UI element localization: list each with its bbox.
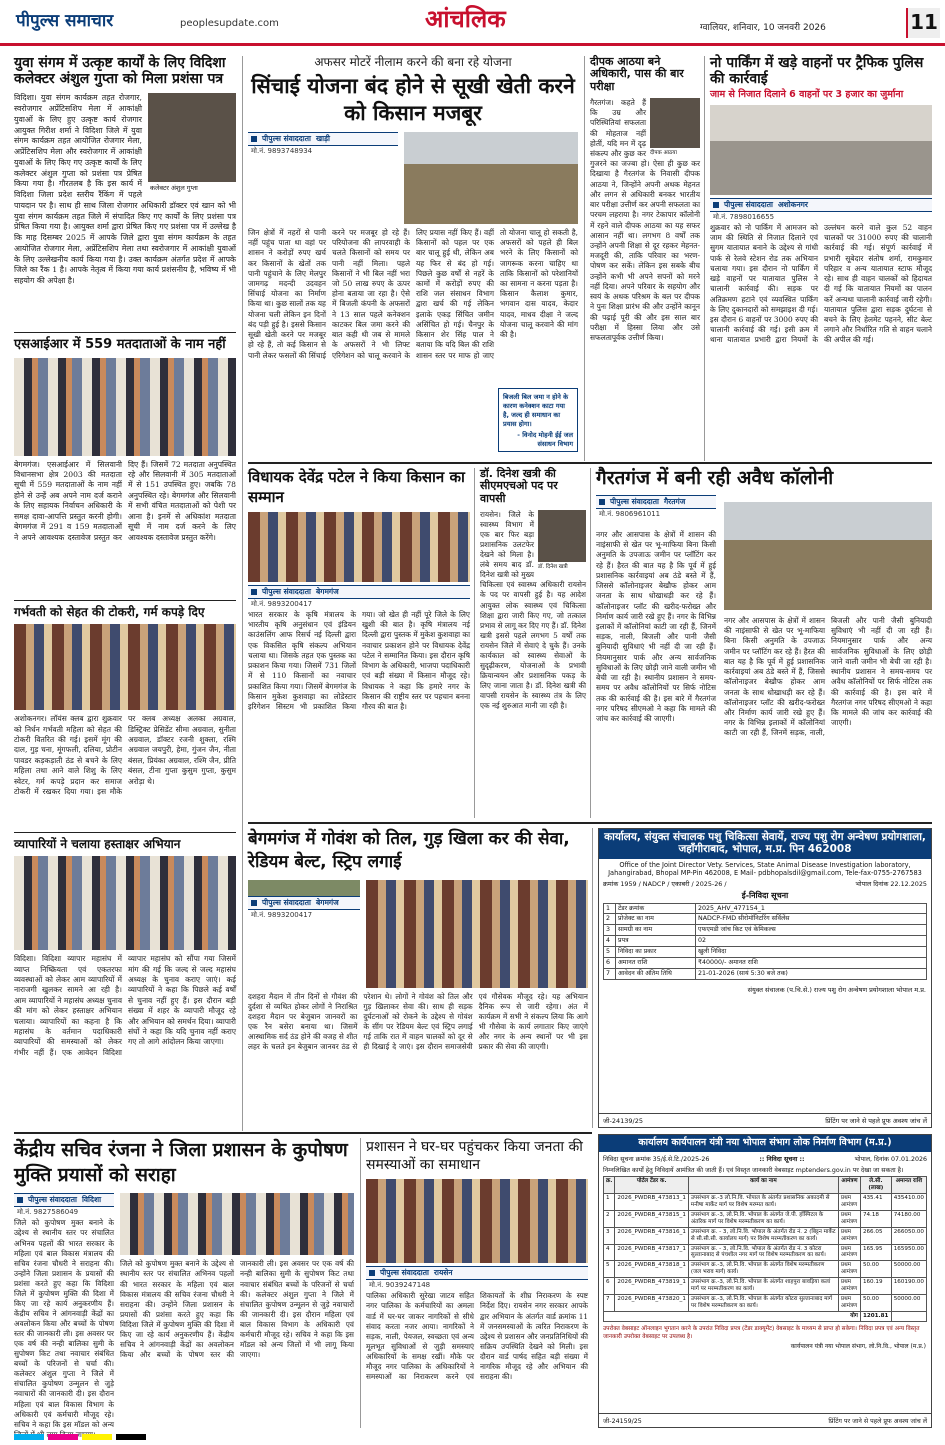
- ad-row: [604, 1261, 927, 1278]
- column-rule: [242, 56, 243, 1131]
- byline: [366, 1266, 588, 1280]
- ad-note: उपरोक्त वेबसाइट ऑनलाइन भुगतान करने के उपरांत निविदा प्रपत्र (टेंडर डाक्यूमेंट) वेबसाइट के माध्यम से प्राप्त हो सकेगा। निविदा प्रपत्र एवं अन्य विस्तृत जानकारी उपरोक्त वेबसाइट पर उपलब्ध है।: [603, 1326, 920, 1341]
- divider: [14, 832, 236, 833]
- ad-signature: कार्यपालन यंत्री नया भोपाल संभाग, लो.नि.वि., भोपाल (म.प्र.): [790, 1343, 926, 1351]
- ad-cell: उपसंभाग क्र.-3, लो.नि.वि. भोपाल के अंतर्गत विशेष मरम्मतीकरण (जल भराव मार्ग) कार्य।: [688, 1261, 838, 1278]
- ad-notice: :: निविदा सूचना ::: [759, 1155, 805, 1163]
- headline: गैरतगंज में बनी रही अवैध कॉलोनी: [596, 467, 834, 489]
- bullet-icon: [17, 1197, 23, 1203]
- story-traffic-police: [710, 56, 932, 461]
- ad-cell: एफएमडी जांच किट एवं केमिकल्स: [696, 925, 927, 936]
- ad-cell: 6: [604, 1278, 615, 1295]
- ad-header-cell: आमंत्रण: [838, 1176, 860, 1193]
- ad-cell: 266.05: [860, 1227, 891, 1244]
- reporter-mobile: मो.नं. 9039247148: [369, 1281, 431, 1290]
- magenta-mark: [48, 1434, 78, 1440]
- ad-notice: ई-निविदा सूचना: [741, 890, 789, 900]
- byline-place: अशोकनगर: [777, 199, 808, 209]
- ad-date: भोपाल दिनांक 22.12.2025: [855, 879, 927, 888]
- traders-photo: [14, 856, 236, 950]
- ad-cell: 4: [604, 1244, 615, 1261]
- story-irrigation: [248, 56, 578, 452]
- byline-place: रायसेन: [433, 1268, 453, 1278]
- ad-cell: सामग्री का नाम: [616, 925, 696, 936]
- story-body: विदिशा। युवा संगम कार्यक्रम तहत रोजगार, स्वरोजगार अप्रेंटिसशिप मेला में आकांक्षी युवाओं के लिए हुए उत्कृष्ट कार्य रोजगार आयुक्त गिरीश शर्मा ने विदिशा जिले में युवा संगम कार्यक्रम तहत आयोजित रोजगार मेला, अप्रेंटिसशिप मेला और स्वरोजगार में आकांक्षी युवाओं के लिए किए गए उत्कृष्ट कार्यों के लिए कलेक्टर अंशुल गुप्ता को प्रशंसा पत्र प्रेषित किया गया है। गौरतलब है कि इस कार्य में विदिशा जिला प्रदेश स्तरीय रैंकिंग में पहले पायदान पर है। साथ ही साथ जिला रोजगार अधिकारी डॉक्टर एवं खान को भी युवा संगम कार्यक्रम तहत जिले में संपादित किए गए कार्यों के लिए प्रशंसा पत्र प्रेषित किया गया है। आयुक्त शर्मा द्वारा प्रेषित किए गए प्रशंसा पत्र में उल्लेख है कि माह दिसम्बर 2025 में आपके जिले द्वारा युवा संगम कार्यक्रम के तहत आयोजित रोजगार मेला, अप्रेंटिसशिप मेला तथा स्वरोजगार में आकांक्षी युवाओं के लिए उल्लेखनीय कार्य किया गया है। उक्त कार्यक्रम अंतर्गत प्रदेश में आपके जिले का रैंक 1 है। आपके नेतृत्व में किया गया कार्य प्रशंसनीय है, भविष्य में भी सहयोग की अपेक्षा है।: [14, 93, 236, 286]
- ad-table: [603, 1176, 927, 1323]
- story-body-continued: जिले को कुपोषण मुक्त बनाने के उद्देश्य से स्थानीय स्तर पर संचालित अभिनव पहलों की भारत सरकार के महिला एवं बाल विकास मंत्रालय की सचिव रंजना चौधरी ने सराहना की। उन्होंने जिला प्रशासन के प्रयासों की प्रशंसा करते हुए कहा कि विदिशा जिले में कुपोषण मुक्ति की दिशा में किए जा रहे कार्य अनुकरणीय हैं। केंद्रीय सचिव ने आंगनवाड़ी केंद्रों का अवलोकन किया और बच्चों के पोषण स्तर की जानकारी ली। इस अवसर पर एक वर्ष की नन्ही बालिका सुमी के सुपोषण किट तथा नवाचार संबंधित बच्चों के परिजनों से चर्चा की। कलेक्टर अंशुल गुप्ता ने जिले में संचालित कुपोषण उन्मूलन से जुड़े नवाचारों की जानकारी दी। इस दौरान महिला एवं बाल विकास विभाग के अधिकारी एवं कर्मचारी मौजूद रहे। सचिव ने कहा कि इस मॉडल को अन्य जिलों में भी लागू किया जाएगा।: [120, 1259, 354, 1359]
- story-body: अशोकनगर। लॉयंस क्लब द्वारा शुक्रवार को निर्धन गर्भवती महिला को सेहत की टोकरी वितरित की गई। इसमें मूंग की दाल, गुड़ चना, मूंगफली, दलिया, प्रोटीन पावडर कड़कड़ाती ठंड से बचने के लिए महिला तथा आने वाले शिशु के लिए स्वेटर, गर्म कपड़े प्रदान कर समाज टोकरी में रखकर दिया गया। इस मौके पर क्लब अध्यक्ष अलका अग्रवाल, डिस्ट्रिक्ट प्रेसिडेंट सीमा अग्रवाल, सुनीता अग्रवाल, डॉक्टर रजनी शुक्ला, रश्मि अग्रवाल जयपुरी, हेमा, गुंजन जैन, नीता बंसल, प्रियंका अग्रवाल, रश्मि जैन, प्रीति बंसल, टीना गुप्ता कुसुम गुप्ता, कुसुम अरोड़ा थे।: [14, 714, 236, 796]
- story-body: जिले को कुपोषण मुक्त बनाने के उद्देश्य से स्थानीय स्तर पर संचालित अभिनव पहलों की भारत सरकार के महिला एवं बाल विकास मंत्रालय की सचिव रंजना चौधरी ने सराहना की। उन्होंने जिला प्रशासन के प्रयासों की प्रशंसा करते हुए कहा कि विदिशा जिले में कुपोषण मुक्ति की दिशा में किए जा रहे कार्य अनुकरणीय हैं। केंद्रीय सचिव ने आंगनवाड़ी केंद्रों का अवलोकन किया और बच्चों के पोषण स्तर की जानकारी ली। इस अवसर पर एक वर्ष की नन्ही बालिका सुमी के सुपोषण किट तथा नवाचार संबंधित बच्चों के परिजनों से चर्चा की। कलेक्टर अंशुल गुप्ता ने जिले में संचालित कुपोषण उन्मूलन से जुड़े नवाचारों की जानकारी दी। इस दौरान महिला एवं बाल विकास विभाग के अधिकारी एवं कर्मचारी मौजूद रहे। सचिव ने कहा कि इस मॉडल को अन्य: [14, 1218, 114, 1429]
- khatri-photo: [538, 510, 586, 570]
- ad-cell: 1: [604, 1193, 615, 1210]
- cyan-mark: [14, 1434, 44, 1440]
- ad-cell: 165950.00: [891, 1244, 926, 1261]
- byline: [710, 198, 932, 212]
- bullet-icon: [599, 499, 605, 505]
- ad-pwd-tender: [598, 1134, 932, 1428]
- ad-sub1: Office of the Joint Director Vety. Services, State Animal Disease Investigation laboratory,: [619, 860, 911, 869]
- bullet-icon: [251, 136, 257, 142]
- ad-cell: 21-01-2026 (सायं 5:30 बजे तक): [696, 968, 927, 979]
- byline-place: खाड़ी: [315, 133, 330, 143]
- ad-cell: निविदा का प्रकार: [616, 946, 696, 957]
- print-registration-marks: [14, 1434, 932, 1440]
- ad-cell: 2026_PWDRB_473815_1: [615, 1210, 688, 1227]
- page-number: 11: [906, 8, 940, 38]
- story-sir-voters: [14, 338, 236, 596]
- ad-header-cell: कार्य का नाम: [688, 1176, 838, 1193]
- ad-cell: उपसंभाग क्र.-3, लो.नि.वि. भोपाल के अंतर्गत शाहपुरा बावड़िया कलां मार्ग पर मरम्मतीकरण का कार्य।: [688, 1278, 838, 1295]
- byline: [248, 585, 470, 599]
- website[interactable]: peoplesupdate.com: [180, 18, 279, 29]
- deck: जाम से निजात दिलाने 6 वाहनों पर 3 हजार का जुर्माना: [710, 89, 904, 101]
- byline: [14, 1193, 114, 1207]
- ad-cell: 435410.00: [891, 1193, 926, 1210]
- official-quote: [498, 388, 578, 452]
- byline: [248, 896, 360, 910]
- story-traders-signature: [14, 838, 236, 1128]
- story-illegal-colony: [596, 468, 932, 818]
- bullet-icon: [251, 589, 257, 595]
- byline-name: पीपुल्स संवाददाता: [380, 1268, 429, 1278]
- ad-cell: 7: [604, 1295, 615, 1312]
- headline: बेगमगंज में गोवंश को तिल, गुड़ खिला कर की सेवा, रेडियम बेल्ट, स्ट्रिप लगाई: [248, 829, 570, 872]
- reporter-mobile: मो.नं. 9893748934: [251, 146, 313, 155]
- ad-header-row: [604, 1176, 927, 1193]
- ad-row: [604, 936, 927, 947]
- byline-place: बेगमगंज: [315, 587, 339, 596]
- ad-cell: प्रथम आमंत्रण: [838, 1278, 860, 1295]
- ad-cell: टेंडर क्रमांक: [616, 903, 696, 914]
- byline-place: बेगमगंज: [315, 897, 339, 907]
- ad-cell: 4: [604, 936, 616, 947]
- ad-cell: 6: [604, 957, 616, 968]
- ad-signature: संयुक्त संचालक (प.चि.से.) राज्य पशु रोग अन्वेषण प्रयोगशाला भोपाल म.प्र.: [747, 985, 926, 994]
- bullet-icon: [369, 1270, 375, 1276]
- headline: डॉ. दिनेश खत्री की सीएमएचओ पद पर वापसी: [480, 467, 558, 505]
- story-body: पालिका अधिकारी सुरेखा जाटव सहित नगर पालिका के कर्मचारियों का अमला वार्ड में घर-घर जाकर नागरिकों से सीधे संवाद करता नजर आया। नागरिकों ने सड़क, नाली, पेयजल, स्वच्छता एवं अन्य मूलभूत सुविधाओं से जुड़ी समस्याएं अधिकारियों के समक्ष रखीं। मौके पर मौजूद नगर पालिका के अधिकारियों ने समस्याओं का निराकरण करने एवं शिकायतों के शीघ्र निराकरण के स्पष्ट निर्देश दिए। रायसेन नगर सरकार आपके द्वार अभियान के अंतर्गत वार्ड क्रमांक 11 में जनसमस्याओं के त्वरित निराकरण के उद्देश्य से प्रशासन और जनप्रतिनिधियों की सक्रिय उपस्थिति देखने को मिली। इस दौरान वार्ड पार्षद सहित बड़ी संख्या में नागरिक मौजूद रहे और अभियान की सराहना की।: [366, 1291, 588, 1381]
- story-mla-farmer: [248, 468, 470, 816]
- photo-caption: डॉ. दिनेश खत्री: [538, 562, 586, 570]
- ad-row: [604, 946, 927, 957]
- ad-cell: खुली निविदा: [696, 946, 927, 957]
- ad-title: कार्यालय, संयुक्त संचालक पशु चिकित्सा सेवायें, राज्य पशु रोग अन्वेषण प्रयोगशाला, जहाँगीराबाद, भोपाल, म.प्र. पिन 462008: [599, 829, 931, 859]
- byline-place: विदिशा: [81, 1195, 102, 1205]
- ad-cell: उपसंभाग क्र.-3 लो.नि.वि. भोपाल के अंतर्गत प्रशासनिक अकादमी से मनीषा मार्केट मार्ग पर विशेष मरम्मत कार्य।: [688, 1193, 838, 1210]
- byline-place: गैरतगंज: [663, 497, 686, 507]
- ad-cell: 02: [696, 936, 927, 947]
- ad-cell: आवेदन की अंतिम तिथि: [616, 968, 696, 979]
- ad-cell: 5: [604, 946, 616, 957]
- byline: [596, 495, 716, 509]
- headline: प्रशासन ने घर-घर पहुंचकर किया जनता की समस्याओं का समाधान: [366, 1139, 583, 1174]
- divider: [14, 332, 236, 333]
- collector-photo: [148, 93, 236, 193]
- ad-cell: प्रपत्र: [616, 936, 696, 947]
- ad-cell: 160190.00: [891, 1278, 926, 1295]
- ad-slogan: प्रिंटिंग पर जाने से पहले प्रूफ अवश्य जांच लें: [828, 1418, 927, 1425]
- reporter-mobile: मो.नं. 7898016655: [713, 212, 775, 221]
- ad-cell: प्रथम आमंत्रण: [838, 1210, 860, 1227]
- ad-header-cell: ले.सी. (लाख): [860, 1176, 891, 1193]
- ad-row: [604, 903, 927, 914]
- ad-cell: 2026_PWDRB_473820_1: [615, 1295, 688, 1312]
- ad-code: जी-24139/25: [603, 1117, 643, 1125]
- byline-name: पीपुल्स संवाददाता: [262, 133, 311, 143]
- ad-cell: 7: [604, 968, 616, 979]
- quote-text: बिजली बिल जमा न होने के कारण कनेक्शन काटा गया है, जल्द ही समाधान का प्रयास होगा।: [503, 393, 569, 428]
- ad-date: भोपाल, दिनांक 07.01.2026: [854, 1155, 927, 1163]
- photo-caption: कलेक्टर अंशुल गुप्ता: [148, 182, 236, 193]
- byline: [248, 132, 398, 146]
- column-rule: [704, 56, 705, 461]
- ad-cell: ₹40000/- अमानत राशि: [696, 957, 927, 968]
- colony-photo: [724, 502, 932, 610]
- ad-cell: प्रथम आमंत्रण: [838, 1295, 860, 1312]
- ad-intro: निम्नलिखित कार्यों हेतु निविदायें आमंत्रित की जाती हैं। एवं विस्तृत जानकारी वेबसाइट mptenders.gov.in पर देखा जा सकता है।: [603, 1166, 904, 1174]
- bullet-icon: [251, 900, 257, 906]
- ad-ref: क्रमांक 1959 / NADCP / एकाबरी / 2025-26 /: [603, 879, 727, 888]
- ad-cell: 1: [604, 903, 616, 914]
- ad-cell: 3: [604, 1227, 615, 1244]
- reporter-mobile: मो.नं. 9827586049: [17, 1208, 79, 1217]
- ad-cell: 2026_PWDRB_473818_1: [615, 1261, 688, 1278]
- ad-cell: 2026_PWDRB_473817_1: [615, 1244, 688, 1261]
- ad-total-label: योग: [604, 1312, 861, 1322]
- ad-row: [604, 925, 927, 936]
- story-door-to-door: [366, 1138, 588, 1428]
- story-pregnant-basket: [14, 606, 236, 828]
- column-rule: [590, 468, 591, 818]
- divider: [14, 600, 236, 601]
- dateline: ग्वालियर, शनिवार, 10 जनवरी 2026: [700, 23, 826, 33]
- reporter-mobile: मो.नं. 9893200417: [251, 600, 313, 608]
- byline-name: पीपुल्स संवाददाता: [262, 587, 311, 596]
- ad-cell: NADCP-FMD सीरोमॉनिटरिंग सर्विलेंस: [696, 914, 927, 925]
- ad-row: [604, 1210, 927, 1227]
- ad-cell: 2: [604, 1210, 615, 1227]
- ad-cell: 74180.00: [891, 1210, 926, 1227]
- headline: गर्भवती को सेहत की टोकरी, गर्म कपड़े दिए: [14, 605, 205, 619]
- ad-cell: 165.95: [860, 1244, 891, 1261]
- divider: [248, 462, 932, 464]
- story-body: भारत सरकार के कृषि मंत्रालय के भारतीय कृषि अनुसंधान एवं इंडियन काउंसलिंग आफ रिसर्च नई दिल्ली द्वारा एक विकसित कृषि संकल्प अभियान चलाया था। जिसके तहत एक पुस्तक का प्रकाशन किया गया। जिसमें 731 जिलों में से 110 किसानों का नवाचार प्रकाशित किया गया। जिसमें बेगमगंज के किसान मुकेश कुशवाहा का लोडेस्टार इरिगेशन सिस्टम भी प्रकाशित किया गया। जो खेत ही नहीं पूरे जिले के लिए खुशी की बात है। कृषि मंत्रालय नई दिल्ली द्वारा पुस्तक में मुकेश कुशवाहा का नवाचार प्रकाशन होने पर विधायक देवेंद्र पटेल ने सम्मानित किया। इस दौरान कृषि विभाग के अधिकारी, भाजपा पदाधिकारी एवं बड़ी संख्या में किसान मौजूद रहे। विधायक ने कहा कि हमारे नगर के किसान की राष्ट्रीय स्तर पर पहचान बनना गौरव की बात है।: [248, 610, 470, 711]
- ad-row: [604, 1295, 927, 1312]
- ad-code: जी-24159/25: [603, 1418, 642, 1425]
- ad-cell: 160.19: [860, 1278, 891, 1295]
- quote-author: - विनोद मोहनी ईई जल संसाधन विभाग: [517, 431, 573, 448]
- ad-cell: 2026_PWDRB_473816_1: [615, 1227, 688, 1244]
- reporter-mobile: मो.नं. 9806961011: [599, 510, 661, 519]
- nutrition-photo: [120, 1193, 354, 1255]
- traffic-photo: [710, 105, 932, 195]
- ad-sub2: Jahangirabad, Bhopal MP-Pin 462008, E Mail- pdbhopalsdil@gmail.com, Tele-fax-0755-2767583: [608, 868, 922, 877]
- ad-header-cell: अमानत राशि: [891, 1176, 926, 1193]
- story-body: गैरतगंज। कहते हैं कि उम्र और परिस्थितियां सफलता की मोहताज नहीं होतीं, यदि मन में दृढ़ संकल्प और कुछ कर गुजरने का जज्बा हो। ऐसा ही कुछ कर दिखाया है गैरतगंज के निवासी दीपक आठया ने, जिन्होंने अपनी अथक मेहनत और लगन से अधिकारी बनकर भारतीय बार परीक्षा उत्तीर्ण कर अपनी सफलता का परचम लहराया है। नगर टेकापार कॉलोनी में रहने वाले दीपक आठया का यह सफर आसान नहीं था। लगभग 8 वर्षों तक उन्होंने अपनी शिक्षा से दूर रहकर मेहनत-मजदूरी की, ताकि परिवार का भरण-पोषण कर सकें। लेकिन इस सबके बीच उन्होंने कभी भी अपने सपनों को मरने नहीं दिया। अपने परिवार के सहयोग और स्वयं के अथक परिश्रम के बल पर दीपक ने पुनः शिक्षा प्रारंभ की और उन्होंने कानून की पढ़ाई पूरी की और इस साल बार परीक्षा में हिस्सा लिया और उसे सफलतापूर्वक उत्तीर्ण किया।: [590, 97, 700, 342]
- ad-cell: 50000.00: [891, 1295, 926, 1312]
- reporter-mobile: मो.नं. 9893200417: [251, 910, 313, 919]
- divider: [14, 1132, 592, 1134]
- column-rule: [360, 1138, 361, 1428]
- yellow-mark: [82, 1434, 112, 1440]
- ad-row: [604, 957, 927, 968]
- divider: [248, 822, 932, 824]
- ad-total-blank: [891, 1312, 926, 1322]
- story-vidisha-collector: [14, 56, 236, 328]
- ad-cell: उपसंभाग क्र. - 3, लो.नि.वि. भोपाल के अंतर्गत रोड नं. 3 कोटरा सुल्तानाबाद से पंचशील नगर मार्ग पर विशेष मरम्मतीकरण का कार्य।: [688, 1244, 838, 1261]
- ad-title: कार्यालय कार्यपालन यंत्री नया भोपाल संभाग लोक निर्माण विभाग (म.प्र.): [599, 1135, 931, 1152]
- headline: नो पार्किंग में खड़े वाहनों पर ट्रैफिक पुलिस की कार्रवाई: [710, 55, 924, 87]
- cow-photo-small: [248, 880, 360, 896]
- story-body: विदिशा। विदिशा व्यापार महासंघ में व्याप्त निष्क्रियता एवं एकतरफा व्यवस्थाओं को लेकर आम व्यापारियों में नाराजगी खुलकर सामने आ रही है। आम व्यापारियों ने महासंघ अध्यक्ष चुनाव की मांग को लेकर हस्ताक्षर अभियान चलाया। व्यापारियों का कहना है कि महासंघ के वर्तमान पदाधिकारी व्यापारियों की समस्याओं को लेकर गंभीर नहीं हैं। एक आवेदन विदिशा व्यापार महासंघ को सौंपा गया जिसमें मांग की गई कि जल्द से जल्द महासंघ अध्यक्ष के चुनाव कराए जाएं। कई व्यापारियों ने कहा कि पिछले कई वर्षों से चुनाव नहीं हुए हैं। इस दौरान बड़ी संख्या में शहर के व्यापारी मौजूद रहे और अभियान को समर्थन दिया। व्यापारी संघों ने कहा कि यदि चुनाव नहीं कराए गए तो आगे आंदोलन किया जाएगा।: [14, 954, 236, 1057]
- story-body: रायसेन। जिले के स्वास्थ्य विभाग में एक बार फिर बड़ा प्रशासनिक उलटफेर देखने को मिला है। लंबे समय बाद डॉ. दिनेश खत्री को मुख्य चिकित्सा एवं स्वास्थ्य अधिकारी रायसेन के पद पर वापसी हुई है। यह आदेश आयुक्त लोक स्वास्थ्य एवं चिकित्सा शिक्षा द्वारा जारी किए गए, जो तत्काल प्रभाव से लागू कर दिए गए हैं। डॉ. दिनेश खत्री इससे पहले लगभग 5 वर्षों तक रायसेन जिले में सेवाएं दे चुके हैं। उनके कार्यकाल को स्वास्थ्य सेवाओं के सुदृढ़ीकरण, योजनाओं के प्रभावी क्रियान्वयन और प्रशासनिक पकड़ के लिए जाना जाता है। डॉ. दिनेश खत्री की वापसी रायसेन के स्वास्थ्य तंत्र के लिए एक नई शुरुआत मानी जा रही है।: [480, 509, 586, 711]
- story-body: जिन क्षेत्रों में नहरों से पानी नहीं पहुंच पाता था वहां पर शासन ने करोड़ों रुपए खर्च कर किसानों के खेतों तक पानी पहुंचाने के लिए मेलपुर जामगढ़ मदन्दी उदवहन सिंचाई योजना का निर्माण किया था। कुछ सालों तक यह योजना चली लेकिन इन दिनों बंद पड़ी हुई है। इससे किसान सूखी खेती करने पर मजबूर हो रहे हैं, तो कई किसान से पानी लेकर फसलों की सिंचाई करने पर मजबूर हो रहे हैं। परियोजना की लापरवाही के चलते किसानों को समय पर पानी नहीं मिला। पहले किसानों ने भी बिल नहीं भरा जो 50 लाख रुपए के ऊपर होना बताया जा रहा है। ऐसे में बिजली कंपनी के अफसरों ने 13 साल पहले कनेक्शन काटकर बिल जमा करने की बात कही थी जब से मामले के अफसरों ने भी लिफ्ट एरिगेशन को चालू करवाने के लिए प्रयास नहीं किए हैं। वहीं किसानों को पहल पर एक बार चालू हुई थी, लेकिन अब यह फिर से बंद हो गई। पिछले कुछ वर्षों से नहरें के कामों में करोड़ों रुपए की राशि जल संसाधन विभाग द्वारा खर्च की गई लेकिन इलाके एकड़ सिंचित जमीन असिंचित हो गई। चैनपुर के किसान शेर सिंह पाल ने बताया कि यदि बिल की राशि शासन स्तर पर माफ हो जाए तो योजना चालू हो सकती है, अफसरों को पहले ही बिल भरने के लिए किसानों को जागरूक करना चाहिए था ताकि किसानों को परेशानियों का सामना न करना पड़ता है। किसान कैलाश कुमार, भगवान दास यादव, केदार यादव, माधव दीक्षा ने जल्द योजना चालू करवाने की मांग की है।: [248, 227, 578, 360]
- ad-cell: 2: [604, 914, 616, 925]
- masthead: [0, 0, 945, 46]
- black-mark: [116, 1434, 146, 1440]
- ad-cell: अमानत राशि: [616, 957, 696, 968]
- headline: केंद्रीय सचिव रंजना ने जिला प्रशासन के कुपोषण मुक्ति प्रयासों को सराहा: [14, 1139, 348, 1186]
- ad-cell: प्रथम आमंत्रण: [838, 1227, 860, 1244]
- ad-cell: प्रोजेक्ट का नाम: [616, 914, 696, 925]
- story-body: नगर और आसपास के क्षेत्रों में शासन की नाइंसाफी से खेत पर भू-माफिया बिना किसी अनुमति के उपजाऊ जमीन पर प्लॉटिंग कर रहे हैं। हैरत की बात यह है कि पूर्व में हुई प्रशासनिक कार्रवाइयां अब ठंडे बस्ते में हैं, जिससे कॉलोनाइजर बेखौफ होकर आम जनता के साथ धोखाधड़ी कर रहे हैं। कॉलोनाइजर प्लॉट की खरीद-फरोख्त और निर्माण कार्य जारी रखे हुए हैं। नगर के विभिन्न इलाकों में कॉलोनियां काटी जा रही हैं, जिनमें सड़क, नाली, बिजली और पानी जैसी बुनियादी सुविधाएं भी नहीं दी जा रही हैं। नियमानुसार पार्क और अन्य सार्वजनिक सुविधाओं के लिए छोड़ी जाने वाली जमीन भी बेची जा रही है। स्थानीय प्रशासन ने समय-समय पर अवैध कॉलोनियों पर सिर्फ नोटिस तक की कार्रवाई की है। इस बारे में गैरतगंज नगर परिषद सीएमओ ने कहा कि मामले की जांच कर कार्रवाई की जाएगी।: [596, 530, 716, 723]
- ad-row: [604, 914, 927, 925]
- headline: युवा संगम में उत्कृष्ट कार्यों के लिए विदिशा कलेक्टर अंशुल गुप्ता को मिला प्रशंसा पत्र: [14, 55, 226, 87]
- ad-cell: 2026_PWDRB_473813_1: [615, 1193, 688, 1210]
- column-rule: [584, 56, 585, 461]
- ad-cell: 50.00: [860, 1295, 891, 1312]
- story-body: शुक्रवार को नो पार्किंग में आमजन को जाम की स्थिति से निजात दिलाने एवं सुगम यातायात बनाने के उद्देश्य से गांधी पार्क से रेलवे स्टेशन रोड तक अभियान चलाया गया। इस दौरान नो पार्किंग में खड़े वाहनों पर यातायात पुलिस ने चालानी कार्रवाई की। सड़क पर अतिक्रमण हटाने एवं व्यवस्थित पार्किंग के लिए दुकानदारों को समझाइश दी गई। इस दौरान 6 वाहनों पर 3000 रुपए की चालानी कार्रवाई की गई। इसी क्रम में थाना यातायात प्रभारी द्वारा नियमों के उल्लंघन करने वाले कुल 52 वाहन चालकों पर 31000 रुपए की चालानी कार्रवाई की गई। संपूर्ण कार्रवाई में प्रभारी सूबेदार संतोष शर्मा, रामकुमार परिहार व अन्य यातायात स्टाफ मौजूद रहे। साथ ही वाहन चालकों को हिदायत दी गई कि यातायात नियमों का पालन करें अन्यथा चालानी कार्रवाई जारी रहेगी। यातायात पुलिस द्वारा सड़क दुर्घटना से बचने के लिए हेलमेट पहनने, सीट बेल्ट लगाने और निर्धारित गति से वाहन चलाने की अपील की गई।: [710, 222, 932, 345]
- byline-name: पीपुल्स संवाददाता: [262, 897, 311, 907]
- ad-row: [604, 1278, 927, 1295]
- ad-cell: 266050.00: [891, 1227, 926, 1244]
- ad-row: [604, 1244, 927, 1261]
- deepak-photo: [650, 98, 700, 156]
- ad-cell: प्रथम आमंत्रण: [838, 1193, 860, 1210]
- story-deepak-bar-exam: [590, 56, 700, 461]
- lions-club-photo: [14, 624, 236, 710]
- mla-photo: [248, 512, 470, 582]
- story-body: बेगमगंज। एसआईआर में सिलवानी विधानसभा क्षेत्र 2003 की मतदाता सूची में 559 मतदाताओं के नाम नहीं होने से उन्हें अब अपने नाम दर्ज कराने के लिए सहायक निर्वाचन अधिकारी के समक्ष दावा-आपत्ति प्रस्तुत करनी होगी। बेगमगंज में 291 व 159 मतदाताओं ने अपने आवश्यक दस्तावेज प्रस्तुत कर दिए हैं। जिसमें 72 मतदाता अनुपस्थित रहे और सिलवानी में 305 मतदाताओं में से 151 उपस्थित हुए। जबकि 78 अनुपस्थित रहे। बेगमगंज और सिलवानी में सभी वंचित मतदाताओं को पेशी पर आना है। इनमें से अधिकांश मतदाता सूची में नाम दर्ज करने के लिए आवश्यक दस्तावेज प्रस्तुत करेंगे।: [14, 459, 236, 542]
- sir-photo: [14, 358, 236, 456]
- ad-cell: प्रथम आमंत्रण: [838, 1261, 860, 1278]
- story-cow-service: [248, 828, 588, 1126]
- ad-header-cell: क्र.: [604, 1176, 615, 1193]
- ad-slogan: प्रिंटिंग पर जाने से पहले प्रूफ अवश्य जांच लें: [825, 1117, 927, 1125]
- ad-cell: 50.00: [860, 1261, 891, 1278]
- ad-cell: 50000.00: [891, 1261, 926, 1278]
- headline: दीपक आठया बने अधिकारी, पास की बार परीक्षा: [590, 55, 684, 93]
- ad-table: [603, 903, 927, 980]
- headline: विधायक देवेंद्र पटेल ने किया किसान का सम्मान: [248, 468, 465, 506]
- ad-cell: 3: [604, 925, 616, 936]
- bullet-icon: [713, 202, 719, 208]
- ad-cell: 435.41: [860, 1193, 891, 1210]
- ad-cell: 74.18: [860, 1210, 891, 1227]
- story-nutrition: [14, 1138, 354, 1428]
- ad-header-cell: पोर्टल टेंडर क.: [615, 1176, 688, 1193]
- story-body-continued: नगर और आसपास के क्षेत्रों में शासन की नाइंसाफी से खेत पर भू-माफिया बिना किसी अनुमति के उपजाऊ जमीन पर प्लॉटिंग कर रहे हैं। हैरत की बात यह है कि पूर्व में हुई प्रशासनिक कार्रवाइयां अब ठंडे बस्ते में हैं, जिससे कॉलोनाइजर बेखौफ होकर आम जनता के साथ धोखाधड़ी कर रहे हैं। कॉलोनाइजर प्लॉट की खरीद-फरोख्त और निर्माण कार्य जारी रखे हुए हैं। नगर के विभिन्न इलाकों में कॉलोनियां काटी जा रही हैं, जिनमें सड़क, नाली, बिजली और पानी जैसी बुनियादी सुविधाएं भी नहीं दी जा रही हैं। नियमानुसार पार्क और अन्य सार्वजनिक सुविधाओं के लिए छोड़ी जाने वाली जमीन भी बेची जा रही है। स्थानीय प्रशासन ने समय-समय पर अवैध कॉलोनियों पर सिर्फ नोटिस तक की कार्रवाई की है। इस बारे में गैरतगंज नगर परिषद सीएमओ ने कहा कि मामले की जांच कर कार्रवाई की जाएगी।: [724, 616, 932, 738]
- section-title: आंचलिक: [425, 4, 506, 33]
- ad-total-value: 1201.81: [860, 1312, 891, 1322]
- story-body: दशहरा मैदान में तीन दिनों से गौवंश की दुर्दशा से व्यथित होकर लोगों ने निराश्रित दशहरा मैदान पर बेजुबान जानवरों का एक रैन बसेरा बनाया था। जिसमें आस्थामिक सर्द ठंड होने की वजह से शीत लहर के चलते इन बेजुबान जानवर ठंड से परेशान थे। लोगों ने गोवंश को तिल और गुड़ खिलाकर सेवा की। साथ ही सड़क दुर्घटनाओं को रोकने के उद्देश्य से गोवंश के सींग पर रेडियम बेल्ट एवं स्ट्रिप लगाई गई ताकि रात में वाहन चालकों को दूर से ही दिखाई दे जाएं। इस दौरान समाजसेवी एवं गौसेवक मौजूद रहे। यह अभियान दैनिक रूप से जारी रहेगा। अंत में कार्यक्रम में सभी ने संकल्प लिया कि आगे भी गौसेवा के कार्य लगातार किए जाएंगे और नगर के अन्य स्थानों पर भी इस प्रकार की सेवा की जाएगी।: [248, 991, 588, 1052]
- column-rule: [592, 828, 593, 1128]
- ad-row: [604, 1227, 927, 1244]
- headline: व्यापारियों ने चलाया हस्ताक्षर अभियान: [14, 837, 181, 851]
- kicker: अफसर मोटरें नीलाम करने की बना रहे योजना: [314, 55, 512, 69]
- column-rule: [474, 468, 475, 818]
- ad-total-row: [604, 1312, 927, 1322]
- byline-name: पीपुल्स संवाददाता: [28, 1195, 77, 1205]
- headline: सिंचाई योजना बंद होने से सूखी खेती करने को किसान मजबूर: [251, 74, 575, 125]
- ad-cell: उपसंभाग क्र.-3, लो.नि.वि. भोपाल के अंतर्गत कोटरा सुल्तानाबाद मार्ग पर विशेष मरम्मतीकरण का कार्य।: [688, 1295, 838, 1312]
- ad-cell: 2026_PWDRB_473819_1: [615, 1278, 688, 1295]
- logo: पीपुल्स समाचार: [16, 11, 114, 31]
- ad-row: [604, 968, 927, 979]
- headline: एसआईआर में 559 मतदाताओं के नाम नहीं: [14, 337, 226, 352]
- ad-cell: उपसंभाग क्र.-3, लो.नि.वि. भोपाल के अंतर्गत जे.पी. हॉस्पिटल के अंतरिक मार्ग पर विशेष मरम्मतीकरण का कार्य।: [688, 1210, 838, 1227]
- story-dr-khatri: [480, 468, 586, 818]
- ad-ref: निविदा सूचना क्रमांक 35/ई.से.टि./2025-26: [603, 1155, 710, 1163]
- cow-service-photo: [366, 880, 588, 988]
- byline-name: पीपुल्स संवाददाता: [610, 497, 659, 507]
- ad-cell: प्रथम आमंत्रण: [838, 1244, 860, 1261]
- ad-row: [604, 1193, 927, 1210]
- ad-cell: 5: [604, 1261, 615, 1278]
- photo-caption: दीपक आठया: [650, 148, 700, 156]
- ad-cell: 2025_AHV_477154_1: [696, 903, 927, 914]
- ad-cell: उपसंभाग क्र. - 3, लो.नि.वि. भोपाल के अंतर्गत रोड नं. 2 (बिट्टन मार्केट से सी.सी.सी. कार्यालय मार्ग) पर विशेष मरम्मतीकरण का कार्य।: [688, 1227, 838, 1244]
- byline-name: पीपुल्स संवाददाता: [724, 199, 773, 209]
- ad-vet-tender: [598, 828, 932, 1128]
- dry-canal-photo: [404, 132, 578, 224]
- raisen-photo: [366, 1179, 588, 1263]
